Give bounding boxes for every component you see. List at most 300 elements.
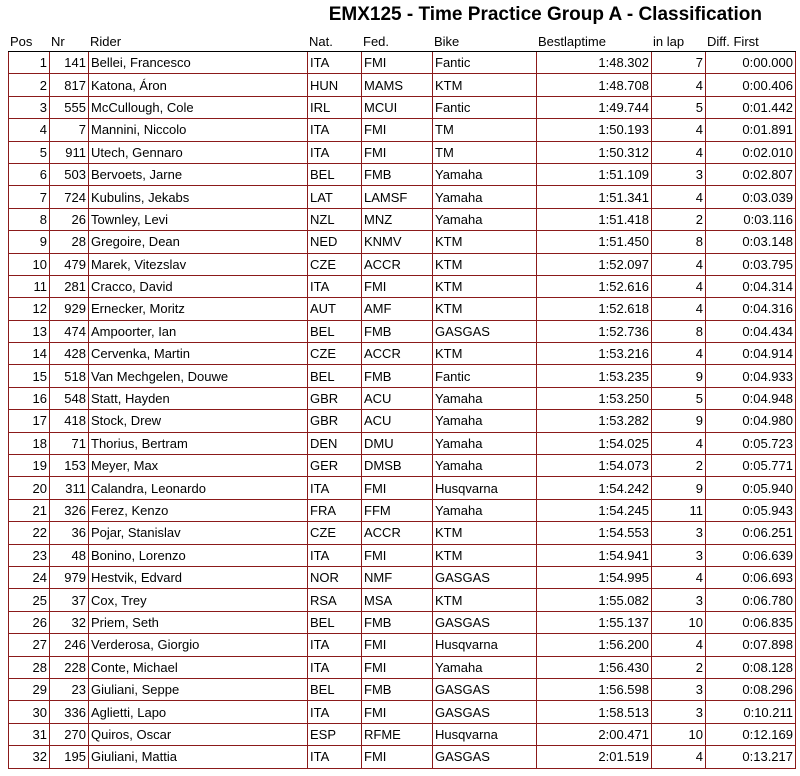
cell-diff-first: 0:03.148 xyxy=(705,231,796,253)
cell-in-lap: 10 xyxy=(651,724,705,746)
cell-rider: Giuliani, Seppe xyxy=(88,679,307,701)
cell-bike: KTM xyxy=(432,276,536,298)
cell-diff-first: 0:00.000 xyxy=(705,52,796,74)
cell-rider: Cracco, David xyxy=(88,276,307,298)
cell-bestlaptime: 1:52.736 xyxy=(536,321,651,343)
cell-bestlaptime: 1:48.708 xyxy=(536,74,651,96)
cell-nr: 246 xyxy=(49,634,88,656)
cell-in-lap: 4 xyxy=(651,343,705,365)
cell-in-lap: 8 xyxy=(651,321,705,343)
cell-in-lap: 8 xyxy=(651,231,705,253)
cell-nat: ITA xyxy=(307,276,361,298)
table-row xyxy=(8,254,796,276)
cell-nr: 281 xyxy=(49,276,88,298)
table-row xyxy=(8,433,796,455)
cell-pos: 25 xyxy=(8,589,49,611)
cell-rider: Quiros, Oscar xyxy=(88,724,307,746)
cell-fed: ACCR xyxy=(361,522,432,544)
cell-rider: Bellei, Francesco xyxy=(88,52,307,74)
cell-diff-first: 0:08.296 xyxy=(705,679,796,701)
cell-bike: Fantic xyxy=(432,52,536,74)
cell-fed: FMI xyxy=(361,119,432,141)
cell-diff-first: 0:01.891 xyxy=(705,119,796,141)
cell-diff-first: 0:03.039 xyxy=(705,186,796,208)
cell-rider: Gregoire, Dean xyxy=(88,231,307,253)
cell-fed: FMI xyxy=(361,276,432,298)
cell-nr: 37 xyxy=(49,589,88,611)
cell-rider: Ernecker, Moritz xyxy=(88,298,307,320)
cell-bike: GASGAS xyxy=(432,679,536,701)
column-header-nat: Nat. xyxy=(307,31,361,52)
cell-pos: 12 xyxy=(8,298,49,320)
cell-pos: 19 xyxy=(8,455,49,477)
cell-pos: 20 xyxy=(8,477,49,499)
column-header-pos: Pos xyxy=(8,31,49,52)
cell-bike: GASGAS xyxy=(432,321,536,343)
cell-fed: RFME xyxy=(361,724,432,746)
cell-in-lap: 3 xyxy=(651,522,705,544)
cell-rider: Calandra, Leonardo xyxy=(88,477,307,499)
table-row xyxy=(8,388,796,410)
column-header-diff-first: Diff. First xyxy=(705,31,796,52)
cell-pos: 31 xyxy=(8,724,49,746)
cell-pos: 32 xyxy=(8,746,49,768)
cell-diff-first: 0:01.442 xyxy=(705,97,796,119)
cell-nr: 270 xyxy=(49,724,88,746)
cell-in-lap: 2 xyxy=(651,657,705,679)
classification-table-container xyxy=(8,31,796,769)
table-row xyxy=(8,657,796,679)
cell-nr: 23 xyxy=(49,679,88,701)
cell-pos: 14 xyxy=(8,343,49,365)
cell-pos: 27 xyxy=(8,634,49,656)
cell-diff-first: 0:06.639 xyxy=(705,545,796,567)
cell-rider: Ampoorter, Ian xyxy=(88,321,307,343)
cell-bestlaptime: 1:56.598 xyxy=(536,679,651,701)
cell-nr: 311 xyxy=(49,477,88,499)
cell-rider: Aglietti, Lapo xyxy=(88,701,307,723)
cell-diff-first: 0:07.898 xyxy=(705,634,796,656)
cell-bestlaptime: 1:54.242 xyxy=(536,477,651,499)
cell-diff-first: 0:04.933 xyxy=(705,365,796,387)
cell-fed: AMF xyxy=(361,298,432,320)
cell-bike: KTM xyxy=(432,343,536,365)
cell-nr: 724 xyxy=(49,186,88,208)
cell-nr: 479 xyxy=(49,254,88,276)
cell-nat: GER xyxy=(307,455,361,477)
cell-diff-first: 0:10.211 xyxy=(705,701,796,723)
cell-nr: 48 xyxy=(49,545,88,567)
table-row xyxy=(8,365,796,387)
cell-pos: 29 xyxy=(8,679,49,701)
cell-bike: Husqvarna xyxy=(432,477,536,499)
cell-bestlaptime: 1:54.995 xyxy=(536,567,651,589)
cell-fed: DMSB xyxy=(361,455,432,477)
cell-bestlaptime: 1:54.553 xyxy=(536,522,651,544)
table-row xyxy=(8,119,796,141)
column-header-fed: Fed. xyxy=(361,31,432,52)
cell-fed: FMI xyxy=(361,657,432,679)
cell-bike: GASGAS xyxy=(432,567,536,589)
cell-in-lap: 3 xyxy=(651,545,705,567)
cell-rider: Meyer, Max xyxy=(88,455,307,477)
cell-diff-first: 0:13.217 xyxy=(705,746,796,768)
cell-nat: AUT xyxy=(307,298,361,320)
cell-bestlaptime: 1:51.109 xyxy=(536,164,651,186)
cell-bike: Yamaha xyxy=(432,657,536,679)
cell-in-lap: 3 xyxy=(651,164,705,186)
cell-diff-first: 0:05.943 xyxy=(705,500,796,522)
table-row xyxy=(8,634,796,656)
cell-rider: Mannini, Niccolo xyxy=(88,119,307,141)
cell-bestlaptime: 1:52.616 xyxy=(536,276,651,298)
cell-diff-first: 0:03.795 xyxy=(705,254,796,276)
cell-pos: 23 xyxy=(8,545,49,567)
cell-nr: 555 xyxy=(49,97,88,119)
cell-pos: 16 xyxy=(8,388,49,410)
cell-pos: 7 xyxy=(8,186,49,208)
cell-rider: Kubulins, Jekabs xyxy=(88,186,307,208)
cell-rider: Stock, Drew xyxy=(88,410,307,432)
cell-bike: Yamaha xyxy=(432,433,536,455)
cell-in-lap: 3 xyxy=(651,679,705,701)
column-header-in-lap: in lap xyxy=(651,31,705,52)
cell-bike: KTM xyxy=(432,298,536,320)
cell-diff-first: 0:12.169 xyxy=(705,724,796,746)
cell-bestlaptime: 2:01.519 xyxy=(536,746,651,768)
cell-pos: 5 xyxy=(8,142,49,164)
cell-fed: FMI xyxy=(361,545,432,567)
cell-pos: 15 xyxy=(8,365,49,387)
cell-pos: 22 xyxy=(8,522,49,544)
cell-fed: FMI xyxy=(361,477,432,499)
cell-rider: Cervenka, Martin xyxy=(88,343,307,365)
cell-bike: KTM xyxy=(432,74,536,96)
cell-nat: NOR xyxy=(307,567,361,589)
cell-bestlaptime: 1:55.137 xyxy=(536,612,651,634)
cell-fed: MAMS xyxy=(361,74,432,96)
cell-nat: BEL xyxy=(307,365,361,387)
cell-nat: ITA xyxy=(307,746,361,768)
cell-pos: 13 xyxy=(8,321,49,343)
cell-in-lap: 5 xyxy=(651,97,705,119)
cell-fed: FFM xyxy=(361,500,432,522)
cell-nat: ITA xyxy=(307,52,361,74)
cell-fed: DMU xyxy=(361,433,432,455)
cell-nr: 36 xyxy=(49,522,88,544)
cell-bike: Yamaha xyxy=(432,186,536,208)
cell-in-lap: 10 xyxy=(651,612,705,634)
cell-in-lap: 7 xyxy=(651,52,705,74)
cell-pos: 6 xyxy=(8,164,49,186)
cell-fed: NMF xyxy=(361,567,432,589)
cell-pos: 10 xyxy=(8,254,49,276)
cell-nr: 228 xyxy=(49,657,88,679)
cell-pos: 21 xyxy=(8,500,49,522)
cell-rider: Thorius, Bertram xyxy=(88,433,307,455)
cell-pos: 18 xyxy=(8,433,49,455)
cell-nat: CZE xyxy=(307,254,361,276)
cell-rider: Bervoets, Jarne xyxy=(88,164,307,186)
cell-bike: Yamaha xyxy=(432,164,536,186)
cell-bestlaptime: 1:53.235 xyxy=(536,365,651,387)
cell-in-lap: 4 xyxy=(651,746,705,768)
cell-rider: McCullough, Cole xyxy=(88,97,307,119)
cell-diff-first: 0:05.940 xyxy=(705,477,796,499)
cell-fed: FMB xyxy=(361,612,432,634)
cell-fed: MSA xyxy=(361,589,432,611)
cell-in-lap: 2 xyxy=(651,455,705,477)
cell-fed: FMB xyxy=(361,321,432,343)
table-body xyxy=(8,52,796,769)
cell-nr: 418 xyxy=(49,410,88,432)
table-row xyxy=(8,97,796,119)
cell-bestlaptime: 1:54.245 xyxy=(536,500,651,522)
table-row xyxy=(8,746,796,768)
cell-nat: ITA xyxy=(307,634,361,656)
table-row xyxy=(8,142,796,164)
cell-fed: ACU xyxy=(361,388,432,410)
table-row xyxy=(8,567,796,589)
cell-pos: 2 xyxy=(8,74,49,96)
cell-fed: FMI xyxy=(361,634,432,656)
table-row xyxy=(8,522,796,544)
cell-bestlaptime: 1:52.618 xyxy=(536,298,651,320)
cell-nat: LAT xyxy=(307,186,361,208)
column-header-rider: Rider xyxy=(88,31,307,52)
cell-diff-first: 0:02.807 xyxy=(705,164,796,186)
cell-diff-first: 0:00.406 xyxy=(705,74,796,96)
cell-bestlaptime: 1:56.200 xyxy=(536,634,651,656)
cell-bike: Yamaha xyxy=(432,500,536,522)
cell-pos: 4 xyxy=(8,119,49,141)
table-row xyxy=(8,545,796,567)
cell-bike: KTM xyxy=(432,545,536,567)
table-row xyxy=(8,164,796,186)
cell-nat: BEL xyxy=(307,164,361,186)
cell-nat: ITA xyxy=(307,701,361,723)
cell-nat: RSA xyxy=(307,589,361,611)
cell-fed: FMB xyxy=(361,365,432,387)
cell-bestlaptime: 2:00.471 xyxy=(536,724,651,746)
cell-bike: Yamaha xyxy=(432,410,536,432)
cell-fed: FMI xyxy=(361,701,432,723)
cell-pos: 28 xyxy=(8,657,49,679)
cell-bestlaptime: 1:51.341 xyxy=(536,186,651,208)
cell-bestlaptime: 1:58.513 xyxy=(536,701,651,723)
table-row xyxy=(8,74,796,96)
cell-bike: TM xyxy=(432,119,536,141)
cell-in-lap: 11 xyxy=(651,500,705,522)
table-row xyxy=(8,186,796,208)
cell-fed: ACU xyxy=(361,410,432,432)
cell-bike: GASGAS xyxy=(432,612,536,634)
cell-nr: 503 xyxy=(49,164,88,186)
cell-nat: ITA xyxy=(307,657,361,679)
cell-bestlaptime: 1:49.744 xyxy=(536,97,651,119)
cell-nat: IRL xyxy=(307,97,361,119)
cell-fed: ACCR xyxy=(361,343,432,365)
cell-bestlaptime: 1:55.082 xyxy=(536,589,651,611)
cell-pos: 11 xyxy=(8,276,49,298)
table-row xyxy=(8,343,796,365)
cell-nr: 474 xyxy=(49,321,88,343)
cell-nr: 817 xyxy=(49,74,88,96)
cell-fed: FMI xyxy=(361,52,432,74)
cell-pos: 17 xyxy=(8,410,49,432)
cell-rider: Townley, Levi xyxy=(88,209,307,231)
cell-in-lap: 4 xyxy=(651,567,705,589)
cell-diff-first: 0:04.914 xyxy=(705,343,796,365)
cell-nat: GBR xyxy=(307,388,361,410)
cell-rider: Cox, Trey xyxy=(88,589,307,611)
cell-fed: FMI xyxy=(361,142,432,164)
cell-diff-first: 0:04.980 xyxy=(705,410,796,432)
cell-pos: 1 xyxy=(8,52,49,74)
column-header-bestlaptime: Bestlaptime xyxy=(536,31,651,52)
cell-in-lap: 5 xyxy=(651,388,705,410)
cell-diff-first: 0:05.771 xyxy=(705,455,796,477)
cell-in-lap: 4 xyxy=(651,254,705,276)
cell-bestlaptime: 1:52.097 xyxy=(536,254,651,276)
cell-nr: 929 xyxy=(49,298,88,320)
cell-bike: Husqvarna xyxy=(432,634,536,656)
cell-nat: HUN xyxy=(307,74,361,96)
cell-nat: DEN xyxy=(307,433,361,455)
cell-fed: FMI xyxy=(361,746,432,768)
cell-nat: GBR xyxy=(307,410,361,432)
cell-fed: FMB xyxy=(361,164,432,186)
cell-nr: 336 xyxy=(49,701,88,723)
cell-in-lap: 4 xyxy=(651,276,705,298)
cell-bike: Yamaha xyxy=(432,209,536,231)
cell-diff-first: 0:06.251 xyxy=(705,522,796,544)
cell-pos: 9 xyxy=(8,231,49,253)
cell-nat: ITA xyxy=(307,545,361,567)
cell-fed: MNZ xyxy=(361,209,432,231)
cell-in-lap: 4 xyxy=(651,298,705,320)
cell-nat: NZL xyxy=(307,209,361,231)
cell-rider: Conte, Michael xyxy=(88,657,307,679)
cell-bestlaptime: 1:51.450 xyxy=(536,231,651,253)
cell-fed: ACCR xyxy=(361,254,432,276)
cell-rider: Hestvik, Edvard xyxy=(88,567,307,589)
cell-fed: LAMSF xyxy=(361,186,432,208)
cell-nr: 7 xyxy=(49,119,88,141)
cell-diff-first: 0:04.434 xyxy=(705,321,796,343)
cell-nr: 141 xyxy=(49,52,88,74)
cell-bestlaptime: 1:53.282 xyxy=(536,410,651,432)
cell-nr: 32 xyxy=(49,612,88,634)
cell-rider: Utech, Gennaro xyxy=(88,142,307,164)
cell-nr: 518 xyxy=(49,365,88,387)
table-row xyxy=(8,679,796,701)
cell-rider: Statt, Hayden xyxy=(88,388,307,410)
cell-rider: Priem, Seth xyxy=(88,612,307,634)
cell-in-lap: 2 xyxy=(651,209,705,231)
cell-nat: FRA xyxy=(307,500,361,522)
cell-bestlaptime: 1:50.312 xyxy=(536,142,651,164)
cell-pos: 26 xyxy=(8,612,49,634)
cell-nat: CZE xyxy=(307,343,361,365)
cell-rider: Marek, Vitezslav xyxy=(88,254,307,276)
table-row xyxy=(8,455,796,477)
header-row xyxy=(8,31,796,52)
cell-bike: GASGAS xyxy=(432,746,536,768)
cell-nat: ESP xyxy=(307,724,361,746)
table-row xyxy=(8,52,796,74)
cell-in-lap: 9 xyxy=(651,477,705,499)
cell-in-lap: 4 xyxy=(651,634,705,656)
cell-nr: 26 xyxy=(49,209,88,231)
cell-in-lap: 9 xyxy=(651,365,705,387)
cell-diff-first: 0:03.116 xyxy=(705,209,796,231)
cell-nat: NED xyxy=(307,231,361,253)
table-row xyxy=(8,298,796,320)
cell-nat: ITA xyxy=(307,142,361,164)
table-row xyxy=(8,276,796,298)
cell-bike: GASGAS xyxy=(432,701,536,723)
cell-rider: Pojar, Stanislav xyxy=(88,522,307,544)
cell-nr: 428 xyxy=(49,343,88,365)
cell-bike: Fantic xyxy=(432,97,536,119)
cell-in-lap: 3 xyxy=(651,589,705,611)
cell-bestlaptime: 1:56.430 xyxy=(536,657,651,679)
cell-diff-first: 0:04.314 xyxy=(705,276,796,298)
cell-diff-first: 0:08.128 xyxy=(705,657,796,679)
cell-nat: ITA xyxy=(307,119,361,141)
cell-bestlaptime: 1:54.073 xyxy=(536,455,651,477)
page-title: EMX125 - Time Practice Group A - Classification xyxy=(328,4,762,25)
cell-bike: Yamaha xyxy=(432,455,536,477)
cell-nr: 548 xyxy=(49,388,88,410)
cell-diff-first: 0:06.693 xyxy=(705,567,796,589)
cell-rider: Katona, Áron xyxy=(88,74,307,96)
cell-nr: 153 xyxy=(49,455,88,477)
cell-bike: Fantic xyxy=(432,365,536,387)
cell-fed: KNMV xyxy=(361,231,432,253)
table-row xyxy=(8,724,796,746)
cell-diff-first: 0:06.780 xyxy=(705,589,796,611)
table-row xyxy=(8,231,796,253)
cell-diff-first: 0:05.723 xyxy=(705,433,796,455)
cell-nr: 326 xyxy=(49,500,88,522)
cell-nat: BEL xyxy=(307,612,361,634)
cell-bestlaptime: 1:48.302 xyxy=(536,52,651,74)
table-row xyxy=(8,477,796,499)
cell-nat: BEL xyxy=(307,321,361,343)
cell-bike: KTM xyxy=(432,231,536,253)
cell-nr: 71 xyxy=(49,433,88,455)
cell-rider: Bonino, Lorenzo xyxy=(88,545,307,567)
column-header-nr: Nr xyxy=(49,31,88,52)
cell-nr: 28 xyxy=(49,231,88,253)
cell-in-lap: 4 xyxy=(651,186,705,208)
cell-pos: 24 xyxy=(8,567,49,589)
cell-bike: TM xyxy=(432,142,536,164)
cell-diff-first: 0:06.835 xyxy=(705,612,796,634)
cell-fed: MCUI xyxy=(361,97,432,119)
table-row xyxy=(8,321,796,343)
cell-rider: Giuliani, Mattia xyxy=(88,746,307,768)
table-row xyxy=(8,612,796,634)
cell-nat: CZE xyxy=(307,522,361,544)
cell-bike: KTM xyxy=(432,254,536,276)
cell-nr: 979 xyxy=(49,567,88,589)
cell-nat: ITA xyxy=(307,477,361,499)
column-header-bike: Bike xyxy=(432,31,536,52)
cell-diff-first: 0:02.010 xyxy=(705,142,796,164)
